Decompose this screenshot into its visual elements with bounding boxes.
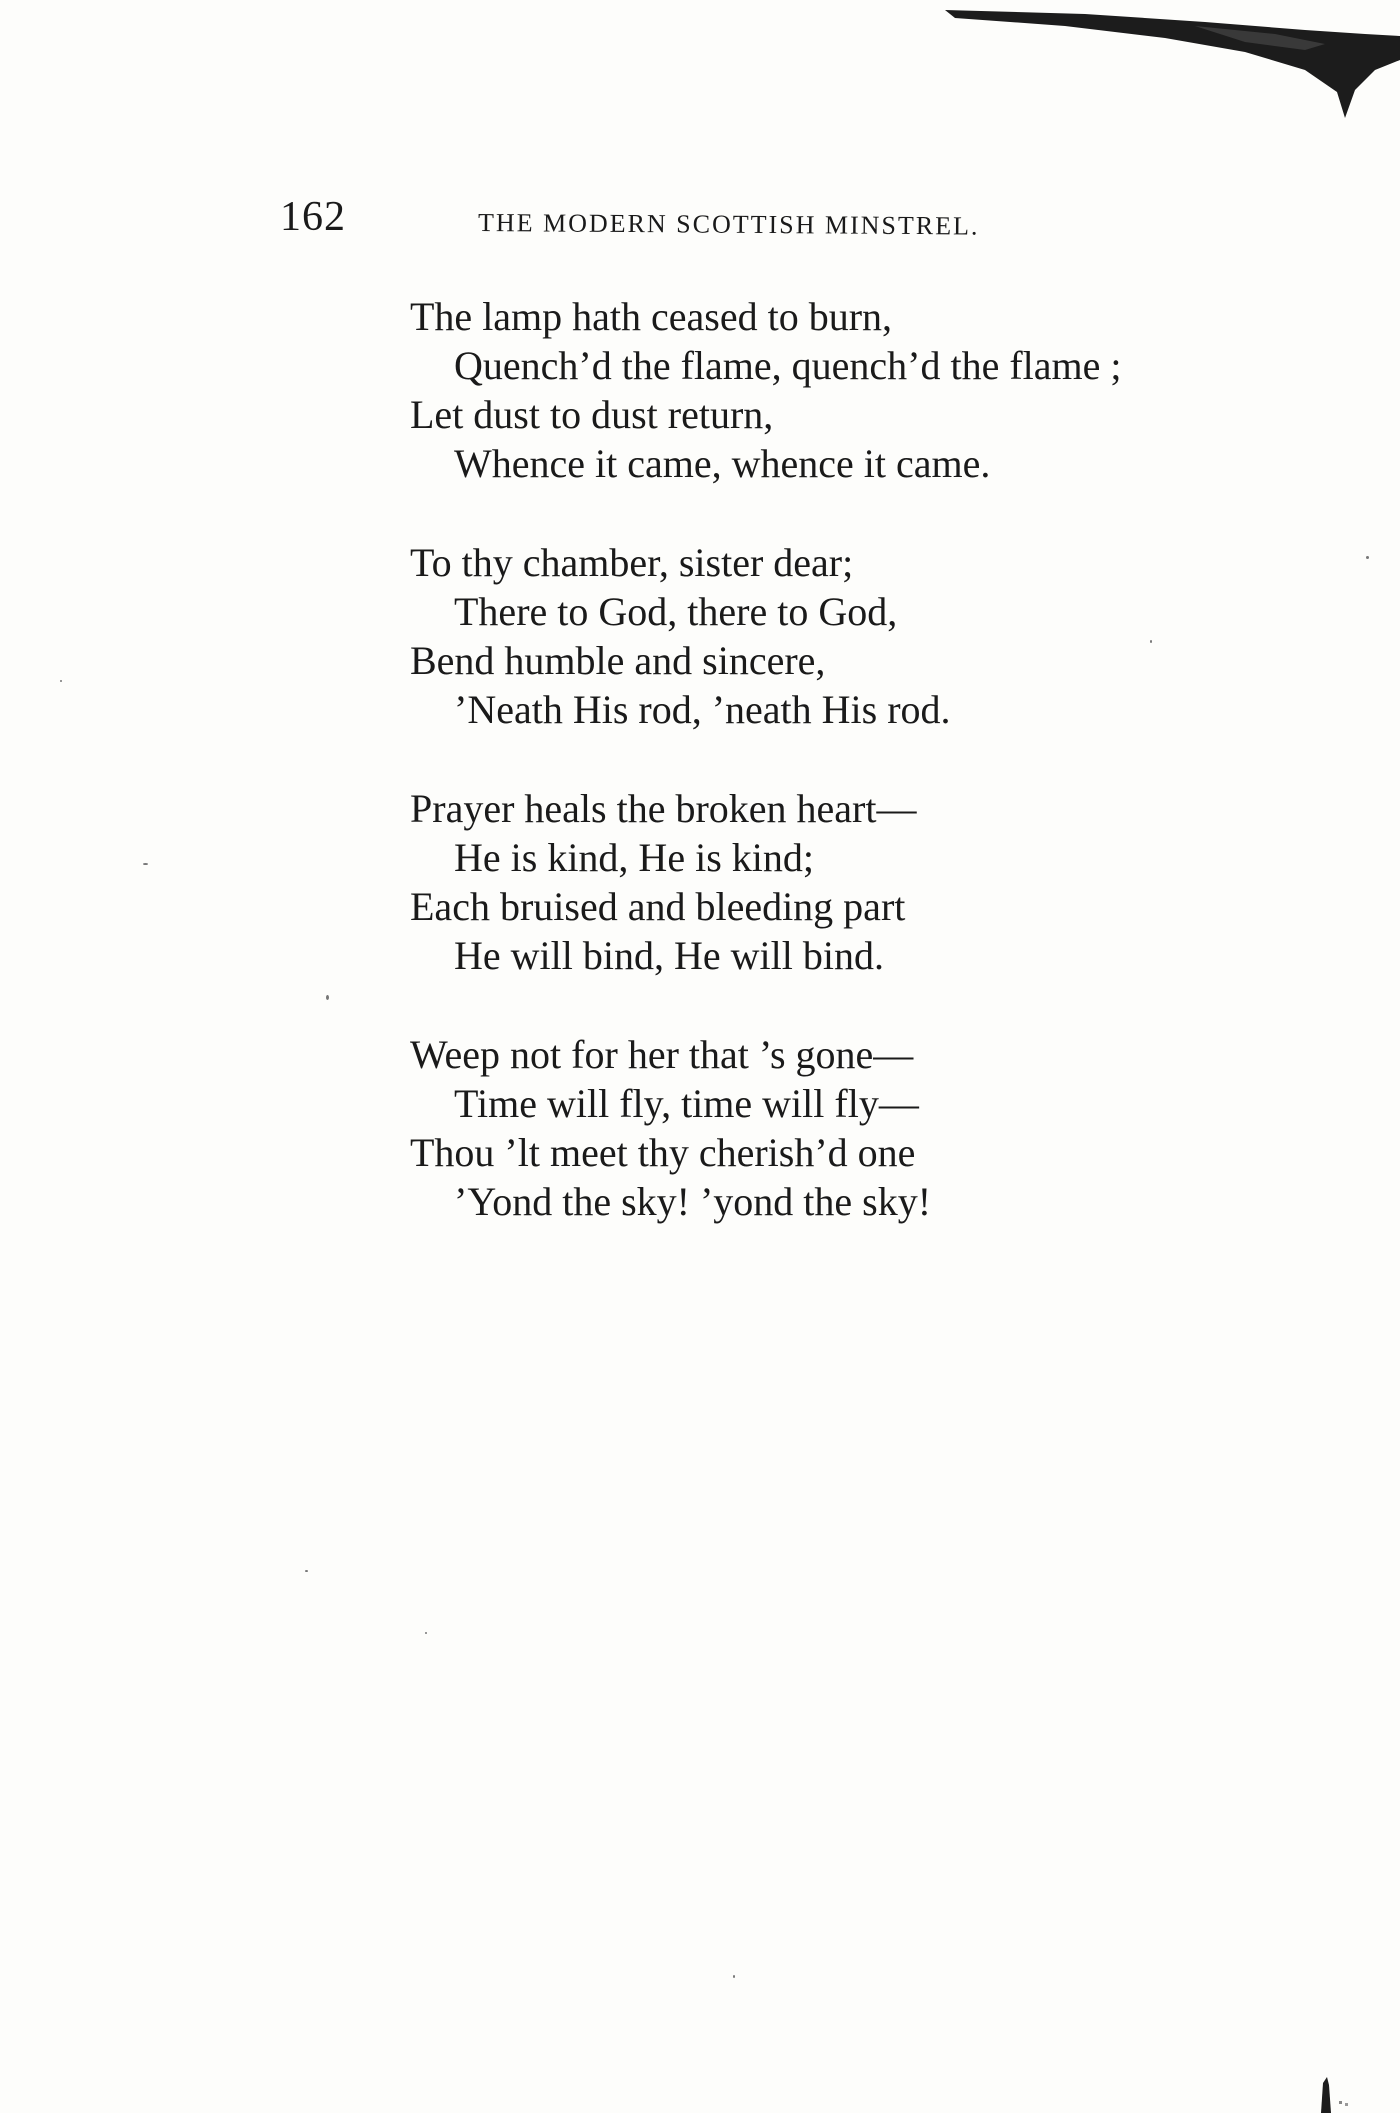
poem-line: ’Neath His rod, ’neath His rod.	[454, 687, 951, 732]
corner-ink-mark	[1315, 2075, 1355, 2113]
poem-line: Each bruised and bleeding part	[410, 884, 906, 929]
poem-line: Bend humble and sincere,	[410, 638, 826, 683]
paper-speck	[1366, 556, 1369, 559]
poem	[410, 292, 1210, 1276]
paper-speck	[305, 1570, 308, 1572]
poem-line: Whence it came, whence it came.	[454, 441, 991, 486]
poem-line: There to God, there to God,	[454, 589, 898, 634]
poem-line: Time will fly, time will fly—	[454, 1081, 919, 1126]
running-title: THE MODERN SCOTTISH MINSTREL.	[477, 208, 980, 241]
stanza-2	[410, 538, 1210, 734]
scan-edge-shadow	[945, 0, 1400, 130]
paper-speck	[425, 1632, 427, 1634]
page-header	[0, 192, 1400, 252]
poem-line: To thy chamber, sister dear;	[410, 540, 854, 585]
paper-speck	[326, 995, 329, 1000]
poem-line: Thou ’lt meet thy cherish’d one	[410, 1130, 916, 1175]
paper-speck	[1150, 640, 1152, 643]
stanza-4	[410, 1030, 1210, 1226]
paper-speck	[60, 680, 62, 682]
poem-line: The lamp hath ceased to burn,	[410, 294, 893, 339]
stanza-3	[410, 784, 1210, 980]
poem-line: Weep not for her that ’s gone—	[410, 1032, 914, 1077]
stanza-1	[410, 292, 1210, 488]
paper-speck	[733, 1975, 735, 1978]
poem-line: Prayer heals the broken heart—	[410, 786, 917, 831]
poem-line: He is kind, He is kind;	[454, 835, 814, 880]
poem-line: ’Yond the sky! ’yond the sky!	[454, 1179, 932, 1224]
poem-line: He will bind, He will bind.	[454, 933, 884, 978]
paper-speck	[143, 863, 148, 865]
poem-line: Quench’d the flame, quench’d the flame ;	[454, 343, 1122, 388]
poem-line: Let dust to dust return,	[410, 392, 774, 437]
page-number: 162	[280, 194, 346, 240]
